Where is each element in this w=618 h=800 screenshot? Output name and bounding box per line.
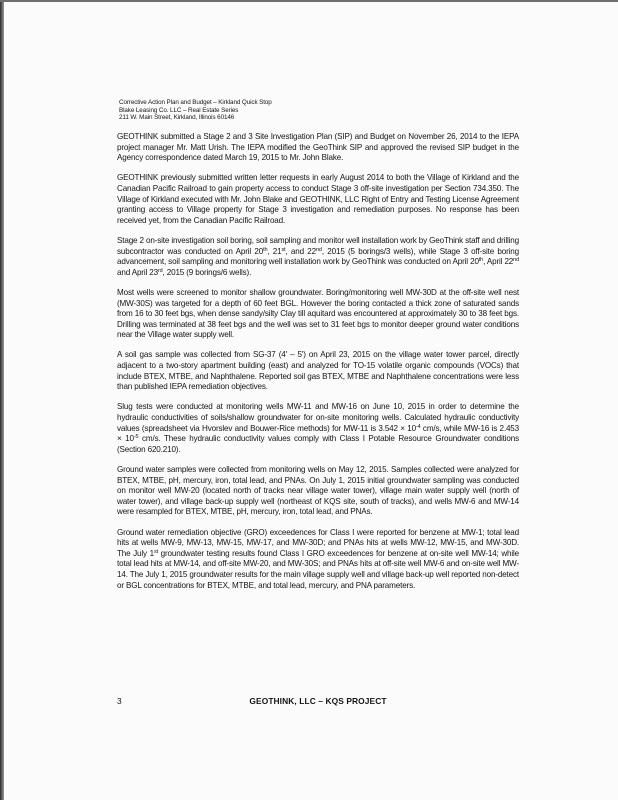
exponent: -4 (415, 423, 421, 430)
text-run: Slug tests were conducted at monitoring wells MW-11 and MW-16 on June 10, 2015 in order to determine the hydraulic conductivities of soils/shallow groundwater for on-site monitoring wells. Calculated hydraulic conductivity values (spreadsheet via Hvorslev and Bouwer-Rice methods) for MW-11 is 3.542 × 10 (117, 402, 519, 433)
page-footer (117, 696, 519, 708)
text-run: and April 23 (117, 267, 158, 277)
paragraph-access-requests: GEOTHINK previously submitted written letter requests in early August 2014 to both the Village of Kirkland and the Canadian Pacific Railroad to gain property access to conduct Stage 3 off-site investigation per Section 734.350. The Village of Kirkland executed with Mr. John Blake and GEOTHINK, LLC Right of Entry and Testing License Agreement granting access to Village property for Stage 3 investigation and remediation purposes. No response has been received yet, from the Canadian Pacific Railroad. (117, 173, 519, 225)
scan-edge-top (0, 0, 618, 2)
paragraph-groundwater-sampling: Ground water samples were collected from monitoring wells on May 12, 2015. Samples collected were analyzed for BTEX, MTBE, pH, mercury, iron, total lead, and PNAs. On July 1, 2015 initial groundwater sampling was conducted on monitor well MW-20 (located north of tracks near village water tower), village main water supply well (north of water tower), and village back-up supply well (northeast of KQS site, south of tracks), and wells MW-6 and MW-14 were resampled for BTEX, MTBE, pH, mercury, iron, total lead, and PNAs. (117, 465, 519, 517)
document-header (119, 99, 419, 122)
ordinal-suffix: nd (316, 246, 322, 253)
text-run: , 21 (267, 246, 282, 256)
header-line-1: Corrective Action Plan and Budget – Kirkland Quick Stop (119, 99, 272, 106)
text-run: cm/s, while MW-16 is 2.453 × 10 (117, 423, 519, 444)
exponent: -5 (133, 434, 139, 441)
ordinal-suffix: nd (513, 257, 519, 264)
header-line-3: 211 W. Main Street, Kirkland, Illinois 60146 (119, 114, 235, 121)
ordinal-suffix: st (153, 548, 158, 555)
text-run: , and 22 (285, 246, 317, 256)
document-body (117, 132, 519, 601)
footer-title: GEOTHINK, LLC – KQS PROJECT (249, 696, 387, 706)
page-number: 3 (117, 696, 122, 706)
header-line-2: Blake Leasing Co. LLC – Real Estate Series (119, 106, 239, 114)
paragraph-gro-exceedences (117, 528, 519, 592)
text-run: , 2015 (9 borings/6 wells). (162, 267, 252, 277)
paragraph-slug-tests (117, 402, 519, 455)
paragraph-stage2-investigation (117, 236, 519, 278)
text-run: cm/s. These hydraulic conductivity values comply with Class I Potable Resource Groundwater conditions (Section 620.210). (117, 434, 519, 454)
scan-edge-left (0, 0, 4, 800)
paragraph-soil-gas: A soil gas sample was collected from SG-37 (4' – 5') on April 23, 2015 on the village water tower parcel, directly adjacent to a two-story apartment building (east) and analyzed for TO-15 volatile organic compounds (VOCs) that include BTEX, MTBE, and Naphthalene. Reported soil gas BTEX, MTBE and Naphthalene concentrations were less than published IEPA remediation objectives. (117, 350, 519, 392)
paragraph-sip-submission: GEOTHINK submitted a Stage 2 and 3 Site Investigation Plan (SIP) and Budget on November 26, 2014 to the IEPA project manager Mr. Matt Urish. The IEPA modified the GeoThink SIP and approved the revised SIP budget in the Agency correspondence dated March 19, 2015 to Mr. John Blake. (117, 132, 519, 163)
ordinal-suffix: rd (157, 267, 163, 274)
ordinal-suffix: th (263, 246, 268, 253)
text-run: , April 22 (483, 257, 514, 267)
text-run: Stage 2 on-site investigation soil boring, soil sampling and monitor well installation work by GeoThink staff and drilling subcontractor was conducted on April 20 (117, 235, 519, 256)
ordinal-suffix: st (281, 246, 286, 253)
paragraph-well-screening: Most wells were screened to monitor shallow groundwater. Boring/monitoring well MW-30D at the off-site well nest (MW-30S) was targeted for a depth of 60 feet BGL. However the boring contacted a thick zone of saturated sands from 16 to 30 feet bgs, when dense sandy/silty Clay till aquitard was encountered at approximately 30 to 38 feet bgs. Drilling was terminated at 38 feet bgs and the well was set to 31 feet bgs to monitor deeper ground water conditions near the Village water supply well. (117, 287, 519, 340)
ordinal-suffix: th (478, 257, 484, 264)
text-run: groundwater testing results found Class I GRO exceedences for benzene at on-site well MW-14; while total lead hits at MW-14, and off-site MW-20, and MW-30S; and PNAs hits at off-site well MW-6 and on-site well MW-14. The July 1, 2015 groundwater results for the main village supply well and village back-up well reported non-detect or BGL concentrations for BTEX, MTBE, and total lead, mercury, and PNA parameters. (117, 548, 520, 590)
text-run: Ground water remediation objective (GRO) exceedences for Class I were reported for benzene at MW-1; total lead hits at wells MW-9, MW-13, MW-15, MW-17, and MW-30D; and PNAs hits at wells MW-12, MW-15, and MW-30D. The July 1 (117, 527, 519, 558)
text-run: , 2015 (5 borings/3 wells), while Stage 3 off-site boring advancement, soil sampling and monitoring well installation work by GeoThink was conducted on April 20 (117, 246, 520, 267)
